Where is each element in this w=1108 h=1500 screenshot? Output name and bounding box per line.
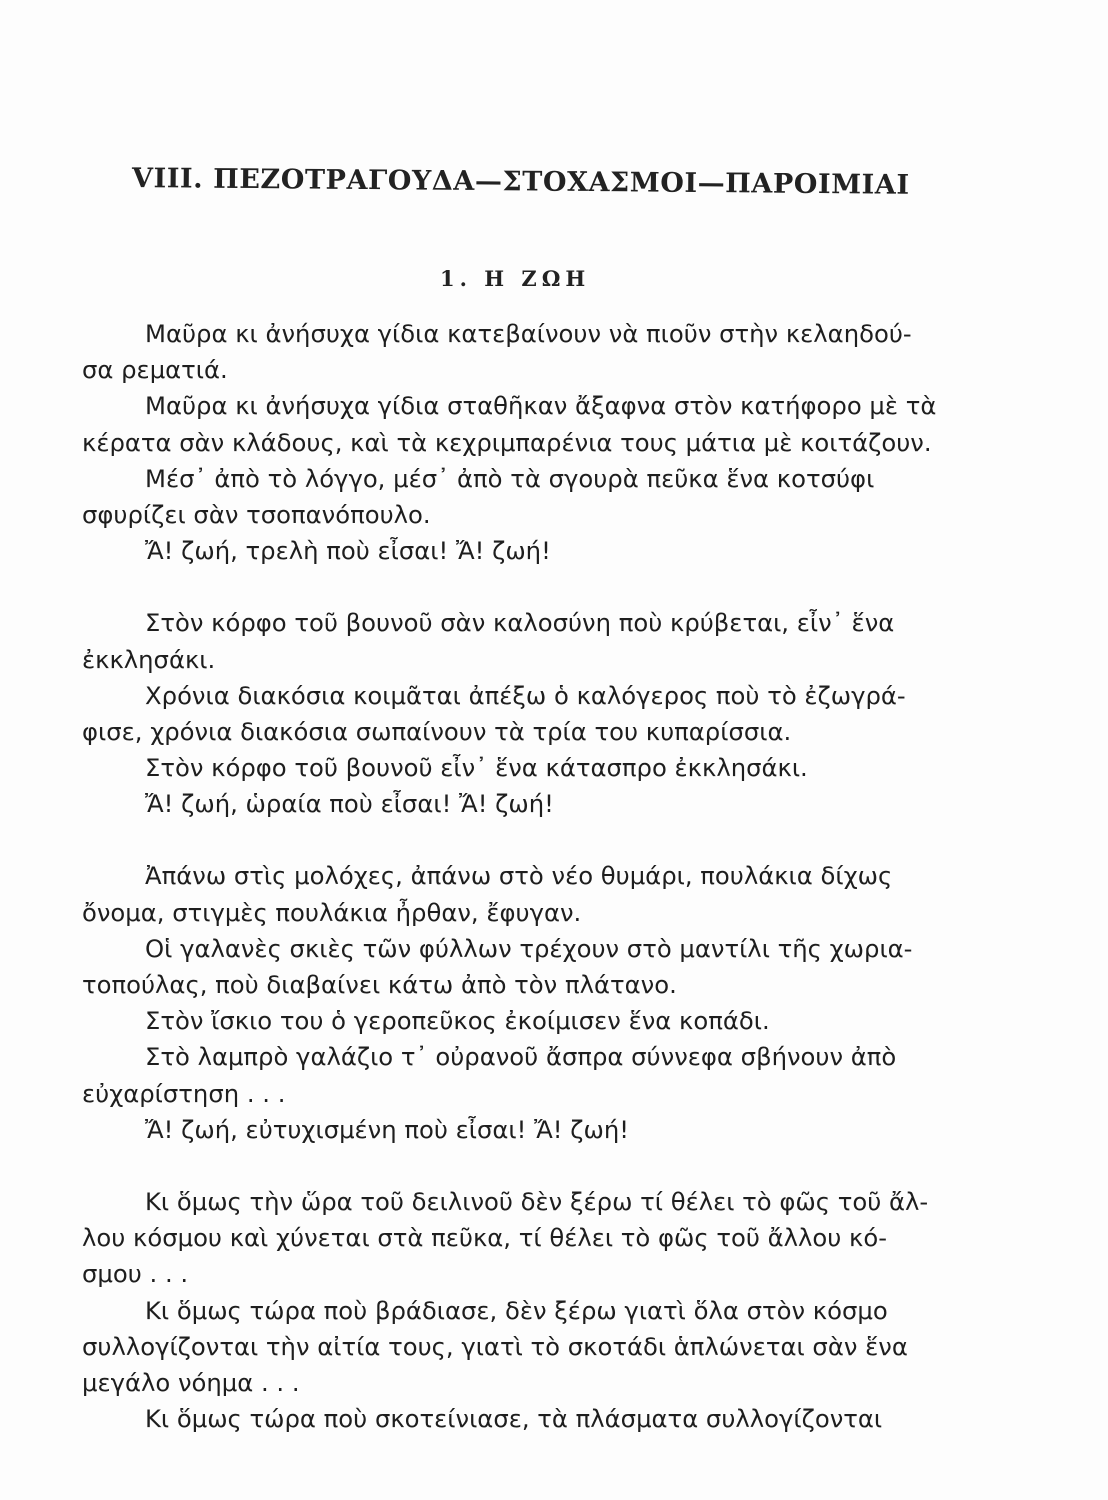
text-line: Μαῦρα κι ἀνήσυχα γίδια σταθῆκαν ἄξαφνα στὸν κατήφορο μὲ τὰ <box>145 391 937 421</box>
text-line: κέρατα σὰν κλάδους, καὶ τὰ κεχριμπαρένια τους μάτια μὲ κοιτάζουν. <box>82 427 932 457</box>
stanza-gap <box>82 822 962 858</box>
text-line: Χρόνια διακόσια κοιμᾶται ἀπέξω ὁ καλόγερος ποὺ τὸ ἐζωγρά- <box>145 680 906 710</box>
text-line: Μέσ᾽ ἀπὸ τὸ λόγγο, μέσ᾽ ἀπὸ τὰ σγουρὰ πεῦκα ἕνα κοτσύφι <box>145 463 875 493</box>
text-line: ὄνομα, στιγμὲς πουλάκια ἦρθαν, ἔφυγαν. <box>82 897 582 927</box>
text-line: ἐκκλησάκι. <box>82 644 216 674</box>
text-line: Κι ὅμως τώρα ποὺ σκοτείνιασε, τὰ πλάσματα συλλογίζονται <box>145 1404 883 1434</box>
poem-text <box>82 316 962 1437</box>
text-line: Στὸν κόρφο τοῦ βουνοῦ εἶν᾽ ἕνα κάτασπρο ἐκκλησάκι. <box>145 753 808 783</box>
text-line: Στὸ λαμπρὸ γαλάζιο τ᾽ οὐρανοῦ ἄσπρα σύννεφα σβήνουν ἀπὸ <box>145 1042 897 1072</box>
text-line: Οἱ γαλανὲς σκιὲς τῶν φύλλων τρέχουν στὸ μαντίλι τῆς χωρια- <box>145 933 913 963</box>
text-line: λου κόσμου καὶ χύνεται στὰ πεῦκα, τί θέλει τὸ φῶς τοῦ ἄλλου κό- <box>82 1223 888 1253</box>
text-line: Στὸν ἴσκιο του ὁ γεροπεῦκος ἐκοίμισεν ἕνα κοπάδι. <box>145 1006 770 1036</box>
text-line: Κι ὅμως τὴν ὥρα τοῦ δειλινοῦ δὲν ξέρω τί θέλει τὸ φῶς τοῦ ἄλ- <box>145 1186 929 1216</box>
text-line: συλλογίζονται τὴν αἰτία τους, γιατὶ τὸ σκοτάδι ἁπλώνεται σὰν ἕνα <box>82 1331 908 1361</box>
text-line: φισε, χρόνια διακόσια σωπαίνουν τὰ τρία του κυπαρίσσια. <box>82 716 792 746</box>
text-line: εὐχαρίστηση . . . <box>82 1078 286 1108</box>
text-line: Ἀπάνω στὶς μολόχες, ἀπάνω στὸ νέο θυμάρι, πουλάκια δίχως <box>145 861 893 891</box>
text-line: σφυρίζει σὰν τσοπανόπουλο. <box>82 499 431 529</box>
text-line: σα ρεματιά. <box>82 355 228 385</box>
chapter-title: VIII. ΠΕΖΟΤΡΑΓΟΥΔΑ—ΣΤΟΧΑΣΜΟΙ—ΠΑΡΟΙΜΙΑΙ <box>131 163 910 201</box>
refrain-line: Ἄ! ζωή, ὡραία ποὺ εἶσαι! Ἄ! ζωή! <box>145 789 554 819</box>
section-title: 1. Η ΖΩΗ <box>440 266 591 291</box>
text-line: Μαῦρα κι ἀνήσυχα γίδια κατεβαίνουν νὰ πιοῦν στὴν κελαηδού- <box>145 319 912 348</box>
stanza-gap <box>82 1148 962 1184</box>
refrain-line: Ἄ! ζωή, τρελὴ ποὺ εἶσαι! Ἄ! ζωή! <box>145 536 551 566</box>
refrain-line: Ἄ! ζωή, εὐτυχισμένη ποὺ εἶσαι! Ἄ! ζωή! <box>145 1114 629 1144</box>
text-line: τοπούλας, ποὺ διαβαίνει κάτω ἀπὸ τὸν πλάτανο. <box>82 970 677 999</box>
text-line: σμου . . . <box>82 1259 189 1289</box>
text-line: Κι ὅμως τώρα ποὺ βράδιασε, δὲν ξέρω γιατὶ ὅλα στὸν κόσμο <box>145 1295 888 1325</box>
stanza-gap <box>82 569 962 605</box>
text-line: μεγάλο νόημα . . . <box>82 1367 300 1397</box>
text-line: Στὸν κόρφο τοῦ βουνοῦ σὰν καλοσύνη ποὺ κρύβεται, εἶν᾽ ἕνα <box>145 608 895 638</box>
